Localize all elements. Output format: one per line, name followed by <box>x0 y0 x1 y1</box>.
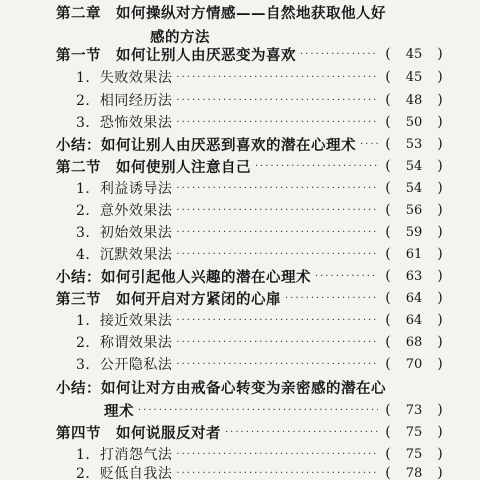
dot-leader <box>176 226 378 240</box>
dot-leader <box>176 448 378 462</box>
chapter-title-line1: 第二章 如何操纵对方情感——自然地获取他人好 <box>56 5 386 22</box>
entry-page: 54 <box>405 158 423 174</box>
dot-leader <box>225 426 378 440</box>
toc-entry-section[interactable] <box>56 43 480 65</box>
entry-label: 2．意外效果法 <box>76 203 173 219</box>
chapter-title <box>56 1 480 23</box>
open-paren: ( <box>385 46 391 62</box>
entry-page: 45 <box>405 69 423 85</box>
close-paren: ) <box>437 224 443 240</box>
entry-page: 75 <box>405 424 423 440</box>
close-paren: ) <box>437 136 443 152</box>
entry-label: 第三节 如何开启对方紧闭的心扉 <box>56 291 281 308</box>
toc-entry-summary[interactable] <box>56 265 480 287</box>
close-paren: ) <box>437 92 443 108</box>
dot-leader <box>176 314 378 328</box>
close-paren: ) <box>437 402 443 418</box>
close-paren: ) <box>437 114 443 130</box>
open-paren: ( <box>385 312 391 328</box>
close-paren: ) <box>437 180 443 196</box>
entry-label: 1．失败效果法 <box>76 70 173 86</box>
open-paren: ( <box>385 136 391 152</box>
toc-entry-item[interactable] <box>76 331 480 353</box>
open-paren: ( <box>385 92 391 108</box>
dot-leader <box>176 94 378 108</box>
dot-leader <box>315 270 378 284</box>
entry-page: 63 <box>405 268 423 284</box>
entry-label: 1．接近效果法 <box>76 313 173 329</box>
entry-label: 第一节 如何让别人由厌恶变为喜欢 <box>56 47 296 64</box>
toc-entry-section[interactable] <box>56 287 480 309</box>
entry-label: 3．恐怖效果法 <box>76 115 173 131</box>
open-paren: ( <box>385 356 391 372</box>
close-paren: ) <box>437 202 443 218</box>
entry-page: 73 <box>405 402 423 418</box>
entry-page: 56 <box>405 202 423 218</box>
dot-leader <box>176 71 378 85</box>
dot-leader <box>176 336 378 350</box>
dot-leader <box>360 138 378 152</box>
entry-page: 53 <box>405 136 423 152</box>
close-paren: ) <box>437 246 443 262</box>
dot-leader <box>176 204 378 218</box>
open-paren: ( <box>385 465 391 480</box>
open-paren: ( <box>385 114 391 130</box>
entry-label: 1．利益诱导法 <box>76 181 173 197</box>
entry-page: 70 <box>405 356 423 372</box>
open-paren: ( <box>385 446 391 462</box>
dot-leader <box>285 292 378 306</box>
entry-label: 2．相同经历法 <box>76 93 173 109</box>
entry-label: 3．初始效果法 <box>76 225 173 241</box>
entry-page: 48 <box>405 92 423 108</box>
open-paren: ( <box>385 158 391 174</box>
entry-label: 第四节 如何说服反对者 <box>56 425 221 442</box>
toc-entry-summary-line2[interactable] <box>104 399 480 421</box>
entry-label: 小结：如何引起他人兴趣的潜在心理术 <box>56 269 311 286</box>
toc-entry-item[interactable] <box>76 243 480 265</box>
dot-leader <box>176 358 378 372</box>
toc-entry-item[interactable] <box>76 309 480 331</box>
open-paren: ( <box>385 180 391 196</box>
entry-label: 4．沉默效果法 <box>76 247 173 263</box>
entry-label: 小结：如何让对方由戒备心转变为亲密感的潜在心 <box>56 380 386 397</box>
entry-page: 54 <box>405 180 423 196</box>
dot-leader <box>300 48 378 62</box>
close-paren: ) <box>437 69 443 85</box>
entry-page: 61 <box>405 246 423 262</box>
open-paren: ( <box>385 334 391 350</box>
toc-entry-item[interactable] <box>76 353 480 375</box>
entry-label: 1．打消怨气法 <box>76 447 173 463</box>
open-paren: ( <box>385 246 391 262</box>
toc-entry-summary-line1[interactable] <box>56 376 480 398</box>
toc-entry-item[interactable] <box>76 462 480 480</box>
entry-label-continued: 理术 <box>104 403 134 420</box>
close-paren: ) <box>437 446 443 462</box>
open-paren: ( <box>385 290 391 306</box>
dot-leader <box>176 116 378 130</box>
entry-label: 第二节 如何使别人注意自己 <box>56 159 251 176</box>
close-paren: ) <box>437 424 443 440</box>
open-paren: ( <box>385 224 391 240</box>
entry-label: 2．称谓效果法 <box>76 335 173 351</box>
entry-label: 小结：如何让别人由厌恶到喜欢的潜在心理术 <box>56 137 356 154</box>
open-paren: ( <box>385 268 391 284</box>
entry-page: 59 <box>405 224 423 240</box>
close-paren: ) <box>437 268 443 284</box>
open-paren: ( <box>385 69 391 85</box>
close-paren: ) <box>437 46 443 62</box>
toc-entry-section[interactable] <box>56 155 480 177</box>
entry-page: 75 <box>405 446 423 462</box>
entry-page: 68 <box>405 334 423 350</box>
close-paren: ) <box>437 158 443 174</box>
entry-page: 45 <box>405 46 423 62</box>
dot-leader <box>176 248 378 262</box>
toc-entry-item[interactable] <box>76 177 480 199</box>
close-paren: ) <box>437 312 443 328</box>
dot-leader <box>176 467 378 480</box>
open-paren: ( <box>385 402 391 418</box>
open-paren: ( <box>385 202 391 218</box>
close-paren: ) <box>437 356 443 372</box>
chapter-title-line2: 感的方法 <box>150 29 210 46</box>
close-paren: ) <box>437 290 443 306</box>
toc-entry-item[interactable] <box>76 111 480 133</box>
dot-leader <box>176 182 378 196</box>
toc-entry-item[interactable] <box>76 221 480 243</box>
dot-leader <box>255 160 378 174</box>
entry-page: 50 <box>405 114 423 130</box>
entry-page: 64 <box>405 312 423 328</box>
close-paren: ) <box>437 334 443 350</box>
entry-label: 3．公开隐私法 <box>76 357 173 373</box>
close-paren: ) <box>437 465 443 480</box>
entry-page: 64 <box>405 290 423 306</box>
toc-entry-section[interactable] <box>56 421 480 443</box>
entry-page: 78 <box>405 465 423 480</box>
toc-entry-item[interactable] <box>76 89 480 111</box>
dot-leader <box>138 404 378 418</box>
toc-entry-item[interactable] <box>76 199 480 221</box>
toc-entry-item[interactable] <box>76 66 480 88</box>
entry-label: 2．贬低自我法 <box>76 466 173 480</box>
toc-entry-summary[interactable] <box>56 133 480 155</box>
open-paren: ( <box>385 424 391 440</box>
